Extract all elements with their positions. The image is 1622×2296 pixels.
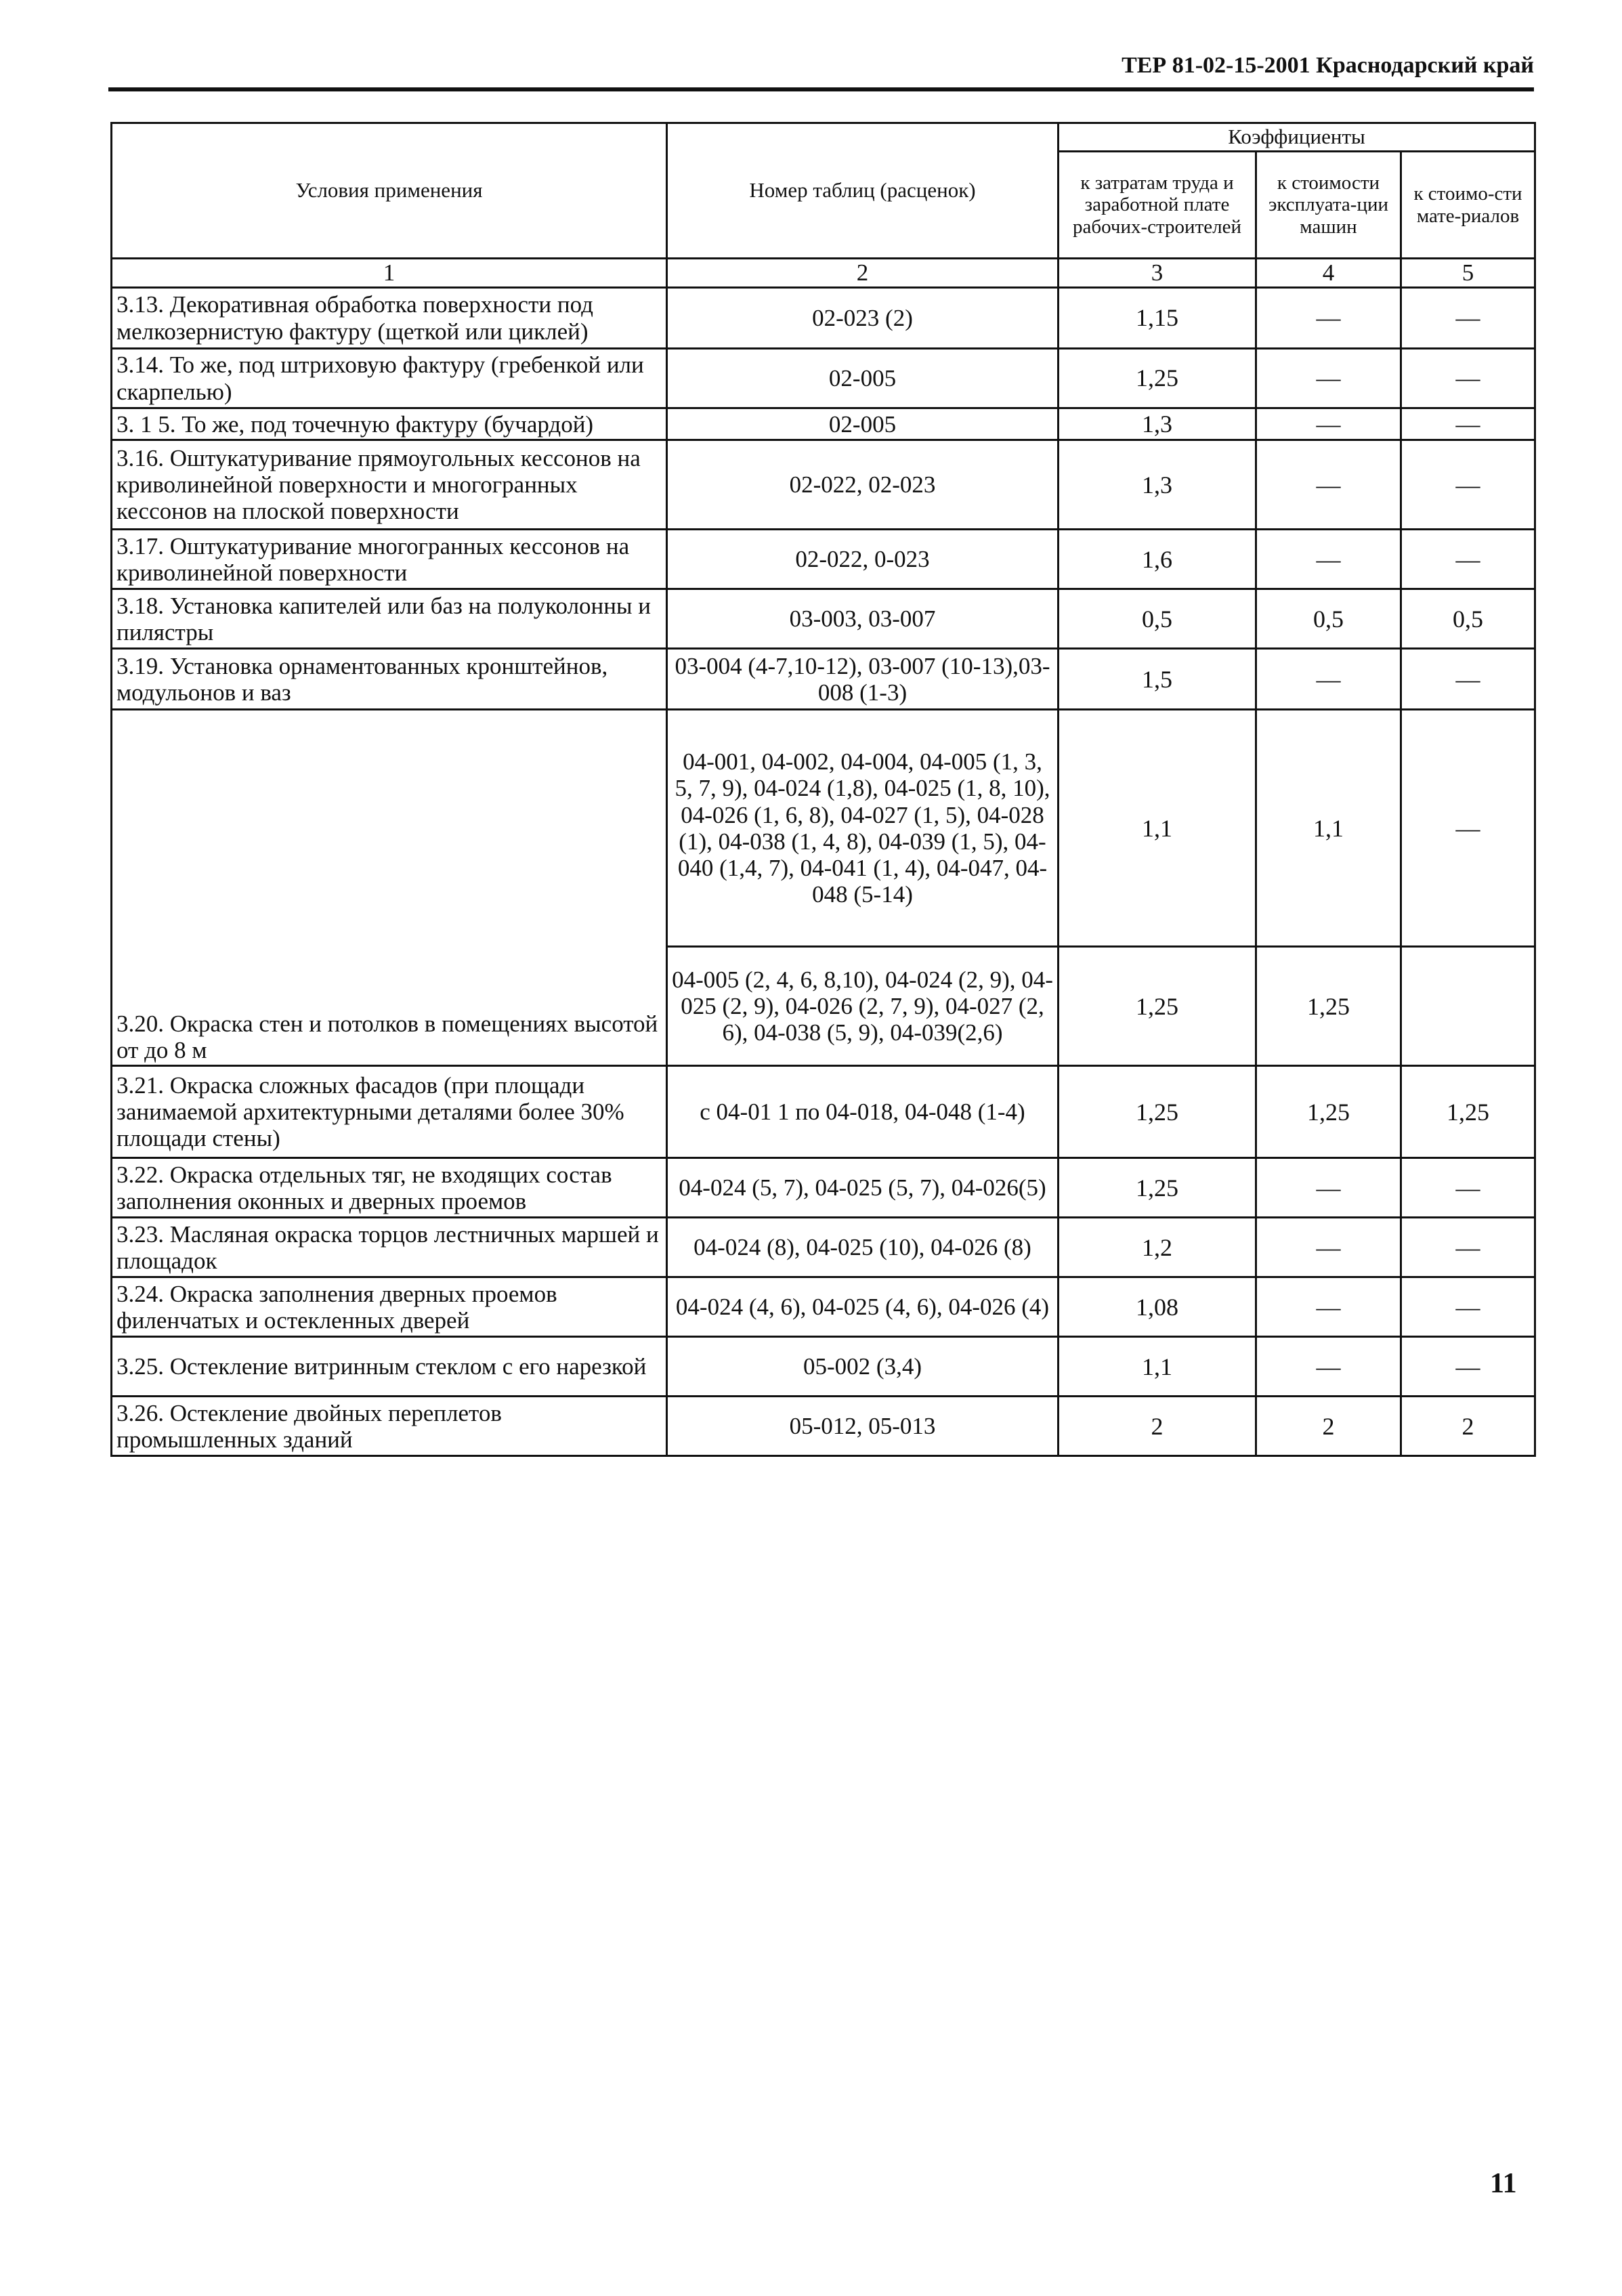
materials-coef-cell: — bbox=[1401, 1337, 1535, 1397]
materials-coef-cell: 0,5 bbox=[1401, 589, 1535, 649]
table-numbers-cell: 04-024 (4, 6), 04-025 (4, 6), 04-026 (4) bbox=[667, 1277, 1059, 1337]
condition-cell: 3.22. Окраска отдельных тяг, не входящих состав заполнения оконных и дверных проемов bbox=[112, 1158, 667, 1218]
header-conditions: Условия применения bbox=[112, 123, 667, 259]
table-row bbox=[112, 1277, 1535, 1337]
header-labor: к затратам труда и заработной плате рабочих-строителей bbox=[1059, 152, 1256, 259]
condition-cell: 3.16. Оштукатуривание прямоугольных кессонов на криволинейной поверхности и многогранных кессонов на плоской поверхности bbox=[112, 440, 667, 530]
column-number: 2 bbox=[667, 259, 1059, 288]
labor-coef-cell: 1,1 bbox=[1059, 1337, 1256, 1397]
materials-coef-cell: 1,25 bbox=[1401, 1066, 1535, 1158]
table-row bbox=[112, 1158, 1535, 1218]
condition-cell: 3.25. Остекление витринным стеклом с его нарезкой bbox=[112, 1337, 667, 1397]
table-row bbox=[112, 589, 1535, 649]
condition-cell: 3.19. Установка орнаментованных кронштейнов, модульонов и ваз bbox=[112, 649, 667, 710]
header-rule bbox=[108, 87, 1534, 91]
table-row bbox=[112, 649, 1535, 710]
machines-coef-cell: — bbox=[1256, 288, 1401, 349]
labor-coef-cell: 2 bbox=[1059, 1397, 1256, 1456]
table-row bbox=[112, 710, 1535, 947]
table-numbers-cell: 04-005 (2, 4, 6, 8,10), 04-024 (2, 9), 04-025 (2, 9), 04-026 (2, 7, 9), 04-027 (2, 6), 04-038 (5, 9), 04-039(2,6) bbox=[667, 947, 1059, 1066]
header-machines: к стоимости эксплуата-ции машин bbox=[1256, 152, 1401, 259]
materials-coef-cell: — bbox=[1401, 440, 1535, 530]
materials-coef-cell: — bbox=[1401, 1218, 1535, 1277]
machines-coef-cell: 1,1 bbox=[1256, 710, 1401, 947]
condition-cell: 3.23. Масляная окраска торцов лестничных маршей и площадок bbox=[112, 1218, 667, 1277]
table-numbers-cell: 05-002 (3,4) bbox=[667, 1337, 1059, 1397]
table-numbers-cell: 02-022, 02-023 bbox=[667, 440, 1059, 530]
column-number: 1 bbox=[112, 259, 667, 288]
machines-coef-cell: — bbox=[1256, 408, 1401, 440]
materials-coef-cell: — bbox=[1401, 1158, 1535, 1218]
condition-cell: 3. 1 5. То же, под точечную фактуру (бучардой) bbox=[112, 408, 667, 440]
machines-coef-cell: 2 bbox=[1256, 1397, 1401, 1456]
materials-coef-cell: — bbox=[1401, 1277, 1535, 1337]
materials-coef-cell: — bbox=[1401, 649, 1535, 710]
labor-coef-cell: 1,5 bbox=[1059, 649, 1256, 710]
machines-coef-cell: 1,25 bbox=[1256, 1066, 1401, 1158]
table-numbers-cell: 04-001, 04-002, 04-004, 04-005 (1, 3, 5, 7, 9), 04-024 (1,8), 04-025 (1, 8, 10), 04-026 (1, 6, 8), 04-027 (1, 5), 04-028 (1), 04-038 (1, 4, 8), 04-039 (1, 5), 04-040 (1,4, 7), 04-041 (1, 4), 04-047, 04-048 (5-14) bbox=[667, 710, 1059, 947]
table-row bbox=[112, 530, 1535, 589]
labor-coef-cell: 1,25 bbox=[1059, 947, 1256, 1066]
table-numbers-cell: 05-012, 05-013 bbox=[667, 1397, 1059, 1456]
machines-coef-cell: — bbox=[1256, 1158, 1401, 1218]
materials-coef-cell: — bbox=[1401, 349, 1535, 408]
materials-coef-cell: — bbox=[1401, 530, 1535, 589]
machines-coef-cell: — bbox=[1256, 530, 1401, 589]
labor-coef-cell: 1,15 bbox=[1059, 288, 1256, 349]
table-numbers-cell: 04-024 (5, 7), 04-025 (5, 7), 04-026(5) bbox=[667, 1158, 1059, 1218]
labor-coef-cell: 1,25 bbox=[1059, 349, 1256, 408]
labor-coef-cell: 1,1 bbox=[1059, 710, 1256, 947]
column-number: 4 bbox=[1256, 259, 1401, 288]
table-row bbox=[112, 1066, 1535, 1158]
materials-coef-cell: — bbox=[1401, 710, 1535, 947]
materials-coef-cell bbox=[1401, 947, 1535, 1066]
labor-coef-cell: 1,25 bbox=[1059, 1158, 1256, 1218]
condition-cell: 3.21. Окраска сложных фасадов (при площади занимаемой архитектурными деталями более 30% площади стены) bbox=[112, 1066, 667, 1158]
table-row bbox=[112, 349, 1535, 408]
table-numbers-cell: 03-003, 03-007 bbox=[667, 589, 1059, 649]
labor-coef-cell: 1,6 bbox=[1059, 530, 1256, 589]
materials-coef-cell: — bbox=[1401, 288, 1535, 349]
machines-coef-cell: — bbox=[1256, 1337, 1401, 1397]
machines-coef-cell: — bbox=[1256, 1218, 1401, 1277]
machines-coef-cell: — bbox=[1256, 649, 1401, 710]
machines-coef-cell: 1,25 bbox=[1256, 947, 1401, 1066]
materials-coef-cell: 2 bbox=[1401, 1397, 1535, 1456]
table-row bbox=[112, 1337, 1535, 1397]
column-number: 3 bbox=[1059, 259, 1256, 288]
labor-coef-cell: 1,08 bbox=[1059, 1277, 1256, 1337]
labor-coef-cell: 1,3 bbox=[1059, 440, 1256, 530]
table-row bbox=[112, 1218, 1535, 1277]
condition-cell: 3.20. Окраска стен и потолков в помещениях высотой от до 8 м bbox=[112, 710, 667, 1066]
machines-coef-cell: — bbox=[1256, 440, 1401, 530]
condition-cell: 3.14. То же, под штриховую фактуру (гребенкой или скарпелью) bbox=[112, 349, 667, 408]
labor-coef-cell: 0,5 bbox=[1059, 589, 1256, 649]
machines-coef-cell: 0,5 bbox=[1256, 589, 1401, 649]
condition-cell: 3.13. Декоративная обработка поверхности под мелкозернистую фактуру (щеткой или циклей) bbox=[112, 288, 667, 349]
table-row bbox=[112, 288, 1535, 349]
materials-coef-cell: — bbox=[1401, 408, 1535, 440]
table-numbers-cell: 03-004 (4-7,10-12), 03-007 (10-13),03-008 (1-3) bbox=[667, 649, 1059, 710]
table-row bbox=[112, 1397, 1535, 1456]
table-numbers-cell: 02-005 bbox=[667, 408, 1059, 440]
machines-coef-cell: — bbox=[1256, 1277, 1401, 1337]
table-numbers-cell: 02-023 (2) bbox=[667, 288, 1059, 349]
page-number: 11 bbox=[1490, 2168, 1517, 2199]
labor-coef-cell: 1,2 bbox=[1059, 1218, 1256, 1277]
table-numbers-cell: 02-022, 0-023 bbox=[667, 530, 1059, 589]
document-header: ТЕР 81-02-15-2001 Краснодарский край bbox=[1122, 53, 1534, 78]
header-materials: к стоимо-сти мате-риалов bbox=[1401, 152, 1535, 259]
coefficients-table bbox=[110, 122, 1536, 1457]
table-numbers-cell: 02-005 bbox=[667, 349, 1059, 408]
condition-cell: 3.17. Оштукатуривание многогранных кессонов на криволинейной поверхности bbox=[112, 530, 667, 589]
table-row bbox=[112, 408, 1535, 440]
table-numbers-cell: с 04-01 1 по 04-018, 04-048 (1-4) bbox=[667, 1066, 1059, 1158]
labor-coef-cell: 1,25 bbox=[1059, 1066, 1256, 1158]
header-table-numbers: Номер таблиц (расценок) bbox=[667, 123, 1059, 259]
condition-cell: 3.26. Остекление двойных переплетов промышленных зданий bbox=[112, 1397, 667, 1456]
header-coefficients: Коэффициенты bbox=[1059, 123, 1535, 152]
table-numbers-cell: 04-024 (8), 04-025 (10), 04-026 (8) bbox=[667, 1218, 1059, 1277]
machines-coef-cell: — bbox=[1256, 349, 1401, 408]
table-row bbox=[112, 440, 1535, 530]
condition-cell: 3.18. Установка капителей или баз на полуколонны и пилястры bbox=[112, 589, 667, 649]
labor-coef-cell: 1,3 bbox=[1059, 408, 1256, 440]
condition-cell: 3.24. Окраска заполнения дверных проемов филенчатых и остекленных дверей bbox=[112, 1277, 667, 1337]
column-number: 5 bbox=[1401, 259, 1535, 288]
